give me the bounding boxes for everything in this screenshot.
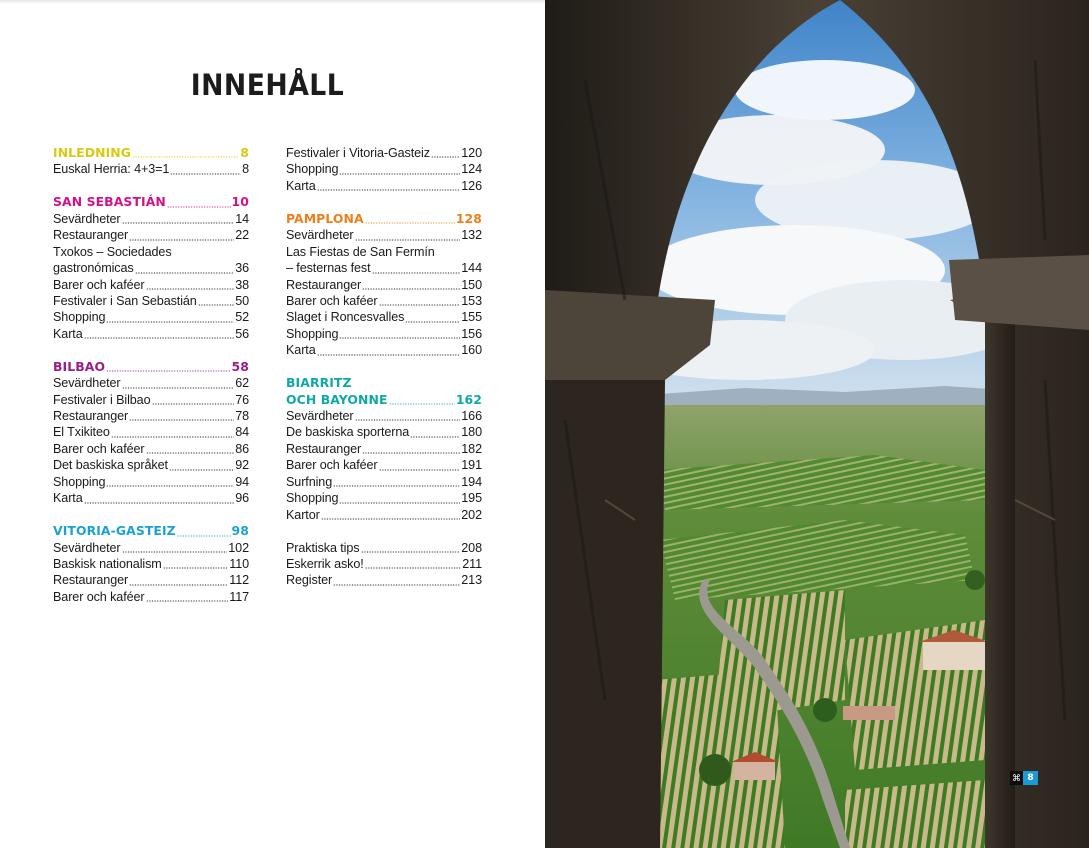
dot-leader: [170, 163, 241, 175]
dot-leader: [321, 508, 461, 520]
entry-label: Festivaler i Vitoria-Gasteiz: [286, 146, 430, 160]
dot-leader: [339, 327, 460, 339]
toc-entry[interactable]: [286, 277, 482, 293]
dot-leader: [410, 426, 460, 438]
toc-entry[interactable]: [286, 474, 482, 490]
entry-label: Barer och kaféer: [53, 441, 145, 456]
toc-section-biarritz[interactable]: [286, 392, 482, 408]
entry-page: 132: [461, 228, 482, 243]
toc-entry[interactable]: [286, 293, 482, 309]
entry-page: 155: [461, 310, 482, 325]
dot-leader: [146, 590, 229, 602]
entry-label: Festivaler i San Sebastián: [53, 293, 197, 308]
entry-page: 202: [461, 507, 482, 522]
entry-page: 94: [235, 474, 249, 489]
photo-stone-arch-vineyard: [545, 0, 1089, 848]
entry-label: Register: [286, 573, 333, 588]
entry-page: 36: [235, 261, 249, 276]
entry-label: Txokos – Sociedades: [53, 244, 172, 259]
dot-leader: [169, 459, 234, 471]
entry-label: Shopping: [286, 326, 339, 341]
dot-leader: [177, 525, 231, 537]
dot-leader: [339, 492, 460, 504]
entry-label: Restauranger: [53, 228, 129, 243]
entry-label: Shopping: [286, 491, 339, 506]
toc-section-biarritz-line1[interactable]: [286, 375, 482, 391]
entry-label: De baskiska sporterna: [286, 425, 410, 440]
entry-label: Surfning: [286, 474, 333, 489]
toc-section-pamplona[interactable]: [286, 211, 482, 227]
entry-page: 124: [461, 162, 482, 177]
section-page: 128: [455, 210, 482, 226]
dot-leader: [167, 196, 231, 208]
toc-entry[interactable]: [286, 227, 482, 243]
entry-page: 153: [461, 293, 482, 308]
entry-page: 8: [242, 162, 249, 177]
dot-leader: [365, 557, 462, 569]
entry-page: 166: [461, 409, 482, 423]
toc-entry[interactable]: [53, 408, 249, 424]
entry-label: Karta: [286, 343, 316, 358]
toc-entry[interactable]: [286, 309, 482, 325]
page-title: INNEHÅLL: [190, 68, 345, 102]
toc-entry[interactable]: [286, 408, 482, 424]
toc-entry[interactable]: [286, 540, 482, 556]
toc-entry[interactable]: [286, 556, 482, 572]
entry-label: Sevärdheter: [53, 540, 121, 555]
entry-label: Restauranger: [53, 573, 129, 588]
entry-label: Shopping: [53, 474, 106, 489]
entry-page: 50: [235, 293, 249, 308]
dot-leader: [84, 327, 235, 339]
toc-entry[interactable]: [53, 424, 249, 440]
entry-label: Shopping: [286, 162, 339, 177]
page-number: 8: [1023, 771, 1038, 785]
dot-leader: [389, 393, 455, 405]
entry-label: Slaget i Roncesvalles: [286, 310, 405, 325]
dot-leader: [405, 311, 460, 323]
dot-leader: [111, 426, 234, 438]
entry-page: 120: [461, 146, 482, 160]
toc-entry[interactable]: [286, 441, 482, 457]
toc-entry[interactable]: [286, 457, 482, 473]
toc-entry[interactable]: [53, 277, 249, 293]
entry-page: 211: [462, 556, 482, 571]
toc-entry[interactable]: [53, 441, 249, 457]
toc-entry[interactable]: [53, 572, 249, 588]
toc-section-inledning[interactable]: [53, 145, 249, 161]
dot-leader: [361, 541, 461, 553]
toc-entry[interactable]: [286, 145, 482, 161]
entry-label: Karta: [53, 491, 83, 506]
section-title: SAN SEBASTIÁN: [53, 194, 166, 210]
toc-entry[interactable]: [53, 227, 249, 243]
entry-page: 76: [235, 392, 249, 407]
dot-leader: [198, 294, 234, 306]
dot-leader: [365, 212, 455, 224]
entry-page: 150: [461, 277, 482, 292]
toc-entry[interactable]: [286, 572, 482, 588]
dot-leader: [317, 179, 461, 191]
entry-label: Euskal Herria: 4+3=1: [53, 162, 170, 177]
toc-entry[interactable]: [53, 490, 249, 506]
dot-leader: [122, 377, 235, 389]
entry-page: 56: [235, 326, 249, 341]
entry-label: Praktiska tips: [286, 540, 360, 555]
entry-label: Festivaler i Bilbao: [53, 392, 151, 407]
toc-entry[interactable]: [53, 211, 249, 227]
dot-leader: [362, 278, 460, 290]
toc-entry[interactable]: [53, 161, 249, 177]
page-number-badge: [1010, 771, 1038, 785]
entry-label: Barer och kaféer: [286, 458, 378, 473]
entry-label: Barer och kaféer: [286, 293, 378, 308]
entry-label: Sevärdheter: [53, 376, 121, 391]
section-title: BIARRITZ: [286, 375, 352, 391]
section-title: PAMPLONA: [286, 210, 364, 226]
entry-page: 180: [461, 425, 482, 440]
entry-page: 213: [461, 573, 482, 588]
entry-page: 191: [461, 458, 482, 473]
entry-label-continued: – festernas fest: [286, 261, 371, 276]
entry-page: 84: [235, 425, 249, 440]
toc-entry[interactable]: [286, 260, 482, 276]
toc-section-bilbao[interactable]: [53, 359, 249, 375]
toc-entry[interactable]: [53, 392, 249, 408]
toc-entry[interactable]: [53, 309, 249, 325]
section-page: 162: [455, 391, 482, 407]
entry-label: Eskerrik asko!: [286, 556, 364, 571]
dot-leader: [333, 475, 460, 487]
entry-label: Barer och kaféer: [53, 589, 145, 604]
entry-page: 195: [461, 491, 482, 506]
dot-leader: [135, 262, 235, 274]
dot-leader: [317, 344, 461, 356]
section-title-continued: OCH BAYONNE: [286, 391, 388, 407]
command-icon: ⌘: [1012, 773, 1021, 783]
page-edge-shadow: [0, 0, 545, 4]
entry-label: Sevärdheter: [53, 211, 121, 226]
toc-entry[interactable]: [286, 178, 482, 194]
toc-entry[interactable]: [53, 260, 249, 276]
toc-entry[interactable]: [53, 326, 249, 342]
toc-entry[interactable]: [286, 161, 482, 177]
entry-page: 126: [461, 178, 482, 193]
entry-page: 14: [235, 211, 249, 226]
entry-label: Restauranger: [286, 277, 362, 292]
dot-leader: [84, 492, 235, 504]
entry-page: 86: [235, 441, 249, 456]
toc-entry[interactable]: [286, 326, 482, 342]
dot-leader: [122, 212, 235, 224]
entry-page: 160: [461, 343, 482, 358]
toc-entry[interactable]: [53, 293, 249, 309]
entry-page: 62: [235, 376, 249, 391]
entry-page: 117: [229, 589, 249, 604]
entry-label: Shopping: [53, 310, 106, 325]
dot-leader: [431, 146, 460, 158]
toc-entry-line1[interactable]: [53, 244, 249, 260]
entry-page: 156: [461, 326, 482, 341]
section-page: 10: [231, 194, 249, 210]
toc-entry[interactable]: [286, 490, 482, 506]
section-page: 58: [231, 358, 249, 374]
dot-leader: [362, 442, 460, 454]
entry-label-continued: gastronómicas: [53, 261, 134, 276]
toc-entry[interactable]: [286, 507, 482, 523]
toc-entry[interactable]: [53, 474, 249, 490]
dot-leader: [372, 262, 461, 274]
entry-label: Restauranger: [286, 441, 362, 456]
toc-section-vitoria-gasteiz[interactable]: [53, 523, 249, 539]
entry-label: Det baskiska språket: [53, 458, 168, 473]
toc-entry[interactable]: [53, 375, 249, 391]
dot-leader: [355, 229, 461, 241]
toc-entry[interactable]: [53, 556, 249, 572]
dot-leader: [129, 229, 234, 241]
section-title: VITORIA-GASTEIZ: [53, 523, 176, 539]
entry-label: Restauranger: [53, 409, 129, 423]
dot-leader: [163, 557, 229, 569]
toc-entry[interactable]: [53, 589, 249, 605]
entry-page: 22: [235, 228, 249, 243]
toc-entry[interactable]: [53, 540, 249, 556]
entry-page: 92: [235, 458, 249, 473]
dot-leader: [132, 146, 239, 158]
entry-page: 38: [235, 277, 249, 292]
entry-label: Sevärdheter: [286, 409, 354, 423]
section-title: BILBAO: [53, 358, 106, 374]
entry-label: El Txikiteo: [53, 425, 110, 440]
entry-page: 110: [229, 556, 249, 571]
entry-label: Baskisk nationalism: [53, 556, 162, 571]
entry-label: Karta: [53, 326, 83, 341]
dot-leader: [333, 574, 460, 586]
dot-leader: [129, 409, 234, 421]
toc-column-2: [286, 145, 482, 589]
vineyard-through-arch-illustration: [545, 0, 1089, 848]
entry-page: 78: [235, 409, 249, 423]
dot-leader: [122, 541, 228, 553]
toc-section-san-sebastian[interactable]: [53, 194, 249, 210]
dot-leader: [355, 409, 461, 421]
toc-column-1: [53, 145, 249, 605]
entry-label: Sevärdheter: [286, 228, 354, 243]
entry-page: 102: [228, 540, 249, 555]
toc-entry-line1[interactable]: [286, 244, 482, 260]
dot-leader: [129, 574, 228, 586]
entry-label: Las Fiestas de San Fermín: [286, 244, 435, 259]
entry-label: Barer och kaféer: [53, 277, 145, 292]
dot-leader: [106, 360, 230, 372]
entry-page: 52: [235, 310, 249, 325]
section-page: 98: [231, 523, 249, 539]
dot-leader: [379, 459, 461, 471]
dot-leader: [146, 278, 235, 290]
dot-leader: [379, 294, 461, 306]
toc-entry[interactable]: [286, 424, 482, 440]
dot-leader: [106, 475, 234, 487]
dot-leader: [146, 442, 235, 454]
entry-page: 96: [235, 491, 249, 506]
entry-page: 112: [229, 573, 249, 588]
entry-label: Karta: [286, 178, 316, 193]
entry-page: 144: [461, 261, 482, 276]
toc-entry[interactable]: [53, 457, 249, 473]
dot-leader: [106, 311, 234, 323]
dot-leader: [339, 163, 460, 175]
entry-page: 194: [461, 474, 482, 489]
dot-leader: [152, 393, 235, 405]
entry-page: 208: [461, 540, 482, 555]
toc-entry[interactable]: [286, 342, 482, 358]
section-page: 8: [240, 145, 249, 160]
section-title: INLEDNING: [53, 145, 132, 160]
entry-page: 182: [461, 441, 482, 456]
entry-label: Kartor: [286, 507, 320, 522]
